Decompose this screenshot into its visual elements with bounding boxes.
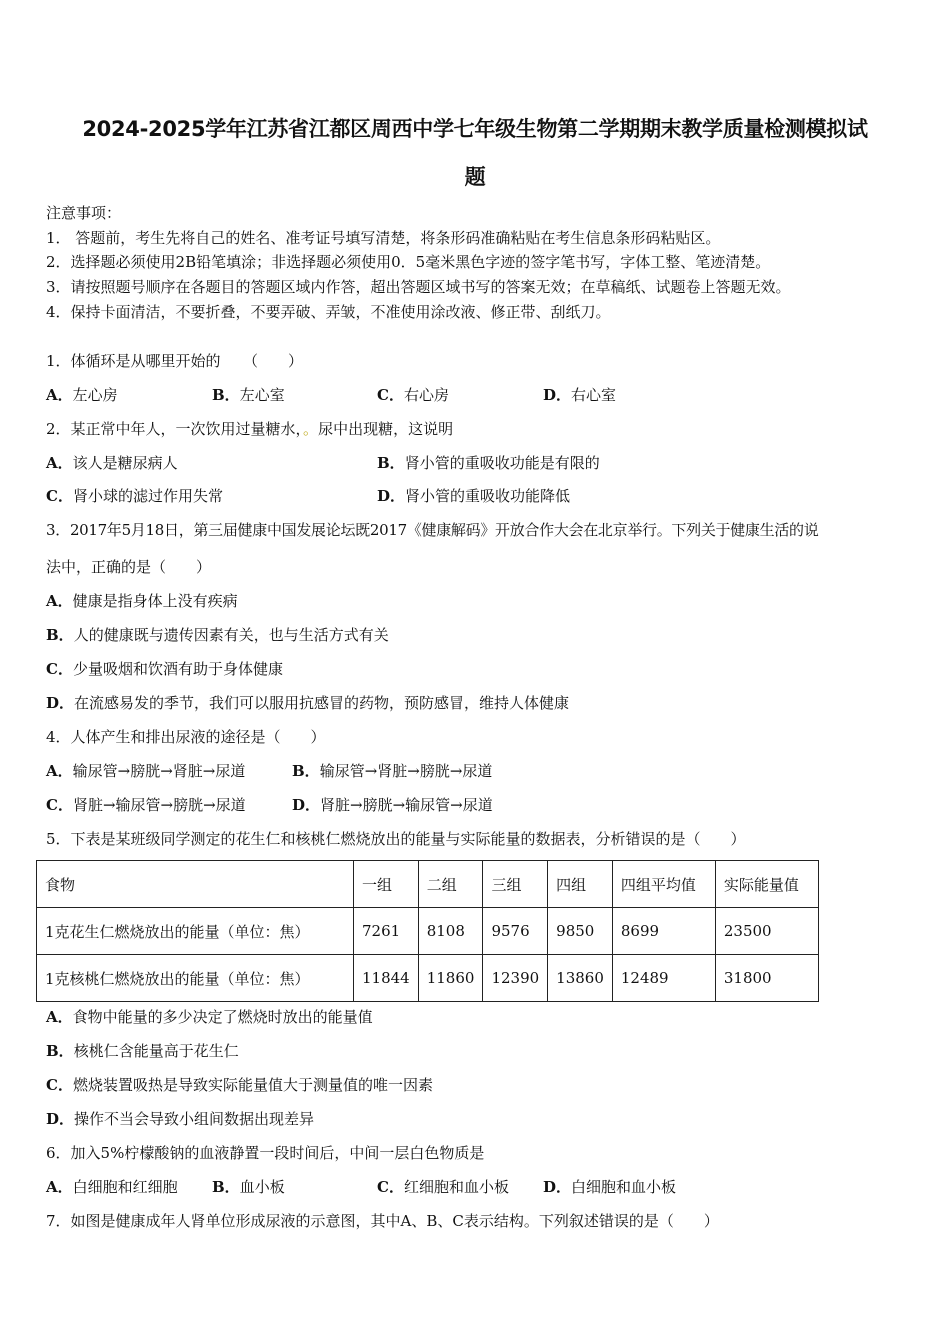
notice-item: 1． 答题前，考生先将自己的姓名、准考证号填写清楚，将条形码准确粘贴在考生信息条形码粘贴区。 xyxy=(46,229,721,247)
option-text: 右心房 xyxy=(403,386,449,404)
question-2-stem xyxy=(46,419,453,439)
option-text: 左心房 xyxy=(72,386,118,404)
question-2-option-a xyxy=(46,453,178,473)
table-cell: 7261 xyxy=(354,908,419,955)
option-label: C． xyxy=(377,1178,404,1196)
option-text: 肾脏→输尿管→膀胱→尿道 xyxy=(72,796,246,814)
question-3-option-a xyxy=(46,591,238,611)
question-3-option-b xyxy=(46,625,389,645)
notice-item: 3．请按照题号顺序在各题目的答题区域内作答，超出答题区域书写的答案无效；在草稿纸、试题卷上答题无效。 xyxy=(46,278,791,296)
option-label: B． xyxy=(292,762,320,780)
option-label: D． xyxy=(46,1110,75,1128)
option-text: 人的健康既与遗传因素有关，也与生活方式有关 xyxy=(73,626,389,644)
question-4-option-d xyxy=(292,795,493,815)
notice-heading: 注意事项： xyxy=(46,204,122,222)
option-label: B． xyxy=(212,386,240,404)
option-label: D． xyxy=(292,796,321,814)
table-cell: 8699 xyxy=(612,908,715,955)
option-label: B． xyxy=(46,626,74,644)
option-text: 在流感易发的季节，我们可以服用抗感冒的药物，预防感冒，维持人体健康 xyxy=(74,694,570,712)
question-6-option-d xyxy=(543,1177,676,1197)
table-header-cell: 食物 xyxy=(37,861,354,908)
table-row xyxy=(37,955,819,1002)
option-text: 肾脏→膀胱→输尿管→尿道 xyxy=(320,796,493,814)
question-3-stem-cont: 法中，正确的是（ ） xyxy=(46,558,212,576)
table-cell: 23500 xyxy=(715,908,818,955)
option-text: 白细胞和红细胞 xyxy=(72,1178,178,1196)
option-label: D． xyxy=(543,1178,572,1196)
exam-title-line2: 题 xyxy=(464,165,486,189)
table-header-cell: 四组平均值 xyxy=(612,861,715,908)
option-label: D． xyxy=(377,487,406,505)
question-1-stem: 1．体循环是从哪里开始的 （ ） xyxy=(46,352,304,370)
table-header-cell: 二组 xyxy=(418,861,483,908)
option-text: 右心室 xyxy=(571,386,617,404)
table-header-cell: 三组 xyxy=(483,861,548,908)
option-label: D． xyxy=(46,694,75,712)
energy-table xyxy=(36,860,819,1002)
option-label: A． xyxy=(46,1008,73,1026)
table-cell: 8108 xyxy=(418,908,483,955)
table-cell: 12489 xyxy=(612,955,715,1002)
option-label: A． xyxy=(46,454,73,472)
option-label: B． xyxy=(377,454,405,472)
option-text: 肾小管的重吸收功能降低 xyxy=(405,487,571,505)
question-3-stem: 3．2017年5月18日，第三届健康中国发展论坛既2017《健康解码》开放合作大会在北京举行。下列关于健康生活的说 xyxy=(46,521,819,539)
option-text: 该人是糖尿病人 xyxy=(72,454,178,472)
option-text: 少量吸烟和饮酒有助于身体健康 xyxy=(72,660,283,678)
question-2-option-b xyxy=(377,453,600,473)
option-text: 输尿管→肾脏→膀胱→尿道 xyxy=(319,762,493,780)
option-label: A． xyxy=(46,592,73,610)
option-text: 肾小管的重吸收功能是有限的 xyxy=(404,454,600,472)
table-cell: 9850 xyxy=(548,908,613,955)
table-cell: 9576 xyxy=(483,908,548,955)
option-label: B． xyxy=(46,1042,74,1060)
question-1-option-a xyxy=(46,385,118,405)
option-text: 白细胞和血小板 xyxy=(571,1178,677,1196)
question-5-stem: 5．下表是某班级同学测定的花生仁和核桃仁燃烧放出的能量与实际能量的数据表，分析错误的是（ ） xyxy=(46,830,746,848)
table-header-cell: 一组 xyxy=(354,861,419,908)
table-cell: 1克核桃仁燃烧放出的能量（单位：焦） xyxy=(37,955,354,1002)
table-cell: 11844 xyxy=(354,955,419,1002)
table-cell: 12390 xyxy=(483,955,548,1002)
table-cell: 13860 xyxy=(548,955,613,1002)
option-label: C． xyxy=(377,386,404,404)
question-3-option-d xyxy=(46,693,569,713)
question-4-option-b xyxy=(292,761,492,781)
option-label: C． xyxy=(46,796,73,814)
question-1-option-d xyxy=(543,385,616,405)
question-3-option-c xyxy=(46,659,283,679)
option-text: 肾小球的滤过作用失常 xyxy=(72,487,223,505)
question-4-stem: 4．人体产生和排出尿液的途径是（ ） xyxy=(46,728,326,746)
option-text: 输尿管→膀胱→肾脏→尿道 xyxy=(72,762,246,780)
option-label: B． xyxy=(212,1178,240,1196)
option-label: C． xyxy=(46,487,73,505)
option-text: 红细胞和血小板 xyxy=(403,1178,509,1196)
option-text: 左心室 xyxy=(239,386,285,404)
option-label: A． xyxy=(46,1178,73,1196)
question-5-option-d xyxy=(46,1109,314,1129)
question-6-option-c xyxy=(377,1177,509,1197)
question-5-option-a xyxy=(46,1007,373,1027)
question-6-option-b xyxy=(212,1177,285,1197)
option-text: 血小板 xyxy=(239,1178,285,1196)
option-text: 燃烧装置吸热是导致实际能量值大于测量值的唯一因素 xyxy=(72,1076,433,1094)
option-label: C． xyxy=(46,1076,73,1094)
question-4-option-c xyxy=(46,795,246,815)
table-header-cell: 四组 xyxy=(548,861,613,908)
table-header-row xyxy=(37,861,819,908)
table-cell: 11860 xyxy=(418,955,483,1002)
stem-part: 尿中出现糖，这说明 xyxy=(318,420,454,438)
notice-item: 2．选择题必须使用2B铅笔填涂；非选择题必须使用0．5毫米黑色字迹的签字笔书写，字体工整、笔迹清楚。 xyxy=(46,253,771,271)
question-5-option-b xyxy=(46,1041,239,1061)
question-1-option-c xyxy=(377,385,449,405)
question-2-option-c xyxy=(46,486,223,506)
option-text: 操作不当会导致小组间数据出现差异 xyxy=(74,1110,315,1128)
stray-mark: 。 xyxy=(303,420,319,438)
question-7-stem: 7．如图是健康成年人肾单位形成尿液的示意图，其中A、B、C表示结构。下列叙述错误的是（ ） xyxy=(46,1212,719,1230)
question-5-option-c xyxy=(46,1075,433,1095)
notice-item: 4．保持卡面清洁，不要折叠，不要弄破、弄皱，不准使用涂改液、修正带、刮纸刀。 xyxy=(46,303,611,321)
stem-part: 2．某正常中年人，一次饮用过量糖水， xyxy=(46,420,304,438)
question-4-option-a xyxy=(46,761,245,781)
table-header-cell: 实际能量值 xyxy=(715,861,818,908)
option-text: 食物中能量的多少决定了燃烧时放出的能量值 xyxy=(72,1008,373,1026)
question-1-option-b xyxy=(212,385,285,405)
option-label: A． xyxy=(46,386,73,404)
question-6-option-a xyxy=(46,1177,178,1197)
question-6-stem: 6．加入5%柠檬酸钠的血液静置一段时间后，中间一层白色物质是 xyxy=(46,1144,485,1162)
option-label: A． xyxy=(46,762,73,780)
exam-title-line1: 2024-2025学年江苏省江都区周西中学七年级生物第二学期期末教学质量检测模拟试 xyxy=(82,117,868,141)
option-label: D． xyxy=(543,386,572,404)
option-text: 核桃仁含能量高于花生仁 xyxy=(73,1042,239,1060)
option-text: 健康是指身体上没有疾病 xyxy=(72,592,238,610)
table-row xyxy=(37,908,819,955)
table-cell: 1克花生仁燃烧放出的能量（单位：焦） xyxy=(37,908,354,955)
question-2-option-d xyxy=(377,486,570,506)
table-cell: 31800 xyxy=(715,955,818,1002)
option-label: C． xyxy=(46,660,73,678)
